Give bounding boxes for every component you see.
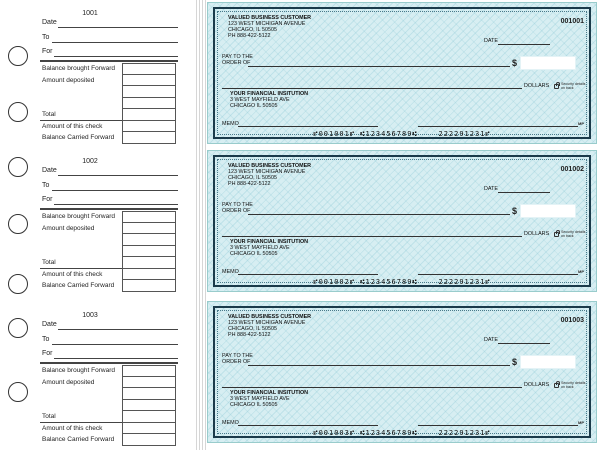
stub-to-line[interactable] xyxy=(52,190,178,191)
stub-date-label: Date xyxy=(42,167,57,174)
stub-to-line[interactable] xyxy=(52,344,178,345)
balance-carried-label: Balance Carried Forward xyxy=(42,282,115,289)
date-line[interactable] xyxy=(498,192,550,193)
amount-deposited-label: Amount deposited xyxy=(42,378,95,386)
check-3 xyxy=(207,301,597,443)
balance-forward-box[interactable] xyxy=(122,365,176,377)
micr-routing: ⑆123456789⑆ xyxy=(360,429,418,437)
pay-to-label: PAY TO THE xyxy=(222,54,253,60)
balance-carried-box[interactable] xyxy=(122,280,176,292)
check-1 xyxy=(207,2,597,144)
date-label: DATE xyxy=(484,186,498,192)
deposit-box[interactable] xyxy=(122,377,176,389)
binder-hole xyxy=(8,157,28,177)
stub-column xyxy=(0,0,200,450)
balance-forward-label: Balance brought Forward xyxy=(42,367,115,374)
binder-hole xyxy=(8,102,28,122)
memo-line[interactable] xyxy=(238,425,378,426)
dollars-label: DOLLARS xyxy=(524,83,550,89)
stub-for-line[interactable] xyxy=(54,56,178,57)
micr-line xyxy=(208,429,596,437)
amount-box[interactable] xyxy=(520,56,576,70)
ledger-divider xyxy=(40,208,178,210)
micr-check-number: ⑈001001⑈ xyxy=(313,130,356,138)
stub-to-line[interactable] xyxy=(52,42,178,43)
amount-check-box[interactable] xyxy=(122,121,176,133)
date-line[interactable] xyxy=(498,343,550,344)
written-amount-line[interactable] xyxy=(222,236,522,237)
total-box[interactable] xyxy=(122,411,176,423)
micr-account: 222291231⑈ xyxy=(438,429,491,437)
binder-hole xyxy=(8,274,28,294)
binder-hole xyxy=(8,318,28,338)
check-stub-3 xyxy=(0,306,200,450)
stub-for-line[interactable] xyxy=(54,204,178,205)
security-note: Security details on back xyxy=(561,381,586,389)
memo-label: MEMO xyxy=(222,121,239,127)
perforation xyxy=(196,0,206,450)
customer-address: 123 WEST MICHIGAN AVENUE xyxy=(228,320,306,326)
payee-line[interactable] xyxy=(248,365,510,366)
total-box[interactable] xyxy=(122,109,176,121)
amount-check-box[interactable] xyxy=(122,269,176,281)
security-note: Security details on back xyxy=(561,82,586,90)
amount-check-label: Amount of this check xyxy=(42,122,103,130)
customer-phone: PH 888-422-5122 xyxy=(228,33,271,39)
binder-hole xyxy=(8,214,28,234)
micr-routing: ⑆123456789⑆ xyxy=(360,130,418,138)
customer-name: VALUED BUSINESS CUSTOMER xyxy=(228,314,312,320)
amount-check-box[interactable] xyxy=(122,423,176,435)
lock-icon xyxy=(554,232,559,237)
mp-mark: MP xyxy=(578,121,584,126)
customer-name: VALUED BUSINESS CUSTOMER xyxy=(228,15,312,21)
deposit-box[interactable] xyxy=(122,86,176,98)
mp-mark: MP xyxy=(578,420,584,425)
stub-number: 1002 xyxy=(82,158,98,165)
check-number: 001002 xyxy=(560,166,584,173)
customer-phone: PH 888-422-5122 xyxy=(228,181,271,187)
signature-line[interactable] xyxy=(418,425,578,426)
customer-address: 123 WEST MICHIGAN AVENUE xyxy=(228,21,306,27)
total-label: Total xyxy=(40,257,122,269)
dollar-sign: $ xyxy=(512,206,518,216)
stub-for-label: For xyxy=(42,196,53,203)
stub-date-line[interactable] xyxy=(58,329,178,330)
amount-deposited-label: Amount deposited xyxy=(42,76,95,84)
stub-ledger xyxy=(40,63,178,144)
written-amount-line[interactable] xyxy=(222,387,522,388)
customer-city: CHICAGO, IL 50505 xyxy=(228,326,277,332)
bank-city: CHICAGO IL 50505 xyxy=(230,251,278,257)
bank-name: YOUR FINANCIAL INSITUTION xyxy=(230,91,309,97)
amount-deposited-label: Amount deposited xyxy=(42,224,95,232)
total-box[interactable] xyxy=(122,257,176,269)
order-of-label: ORDER OF xyxy=(222,208,251,214)
balance-forward-box[interactable] xyxy=(122,63,176,75)
bank-city: CHICAGO IL 50505 xyxy=(230,402,278,408)
stub-date-line[interactable] xyxy=(58,27,178,28)
stub-number: 1001 xyxy=(82,10,98,17)
balance-carried-label: Balance Carried Forward xyxy=(42,436,115,443)
customer-phone: PH 888-422-5122 xyxy=(228,332,271,338)
bank-address: 3 WEST MAYFIELD AVE xyxy=(230,245,290,251)
customer-name: VALUED BUSINESS CUSTOMER xyxy=(228,163,312,169)
payee-line[interactable] xyxy=(248,66,510,67)
deposit-box[interactable] xyxy=(122,400,176,412)
bank-name: YOUR FINANCIAL INSITUTION xyxy=(230,239,309,245)
signature-line[interactable] xyxy=(418,126,578,127)
stub-ledger xyxy=(40,365,178,446)
security-note: Security details on back xyxy=(561,230,586,238)
stub-to-label: To xyxy=(42,182,50,189)
bank-city: CHICAGO IL 50505 xyxy=(230,103,278,109)
stub-to-label: To xyxy=(42,34,50,41)
dollars-label: DOLLARS xyxy=(524,382,550,388)
check-stub-1 xyxy=(0,4,200,152)
mp-mark: MP xyxy=(578,269,584,274)
stub-for-label: For xyxy=(42,350,53,357)
deposit-box[interactable] xyxy=(122,388,176,400)
stub-number: 1003 xyxy=(82,312,98,319)
memo-line[interactable] xyxy=(238,274,378,275)
bank-address: 3 WEST MAYFIELD AVE xyxy=(230,97,290,103)
lock-icon xyxy=(554,84,559,89)
bank-name: YOUR FINANCIAL INSITUTION xyxy=(230,390,309,396)
lock-icon xyxy=(554,383,559,388)
customer-address: 123 WEST MICHIGAN AVENUE xyxy=(228,169,306,175)
order-of-label: ORDER OF xyxy=(222,60,251,66)
memo-label: MEMO xyxy=(222,269,239,275)
micr-line xyxy=(208,278,596,286)
amount-check-label: Amount of this check xyxy=(42,424,103,432)
micr-routing: ⑆123456789⑆ xyxy=(360,278,418,286)
micr-check-number: ⑈001002⑈ xyxy=(313,278,356,286)
memo-line[interactable] xyxy=(238,126,378,127)
payee-line[interactable] xyxy=(248,214,510,215)
ledger-divider xyxy=(40,362,178,364)
stub-date-label: Date xyxy=(42,321,57,328)
customer-city: CHICAGO, IL 50505 xyxy=(228,27,277,33)
stub-for-label: For xyxy=(42,48,53,55)
balance-carried-box[interactable] xyxy=(122,132,176,144)
written-amount-line[interactable] xyxy=(222,88,522,89)
amount-box[interactable] xyxy=(520,355,576,369)
amount-box[interactable] xyxy=(520,204,576,218)
check-2 xyxy=(207,150,597,292)
signature-line[interactable] xyxy=(418,274,578,275)
pay-to-label: PAY TO THE xyxy=(222,353,253,359)
dollar-sign: $ xyxy=(512,58,518,68)
stub-ledger xyxy=(40,211,178,292)
bank-address: 3 WEST MAYFIELD AVE xyxy=(230,396,290,402)
binder-hole xyxy=(8,382,28,402)
deposit-box[interactable] xyxy=(122,246,176,258)
dollars-label: DOLLARS xyxy=(524,231,550,237)
stub-to-label: To xyxy=(42,336,50,343)
micr-line xyxy=(208,130,596,138)
date-line[interactable] xyxy=(498,44,550,45)
date-label: DATE xyxy=(484,38,498,44)
balance-forward-label: Balance brought Forward xyxy=(42,213,115,220)
micr-check-number: ⑈001003⑈ xyxy=(313,429,356,437)
stub-date-label: Date xyxy=(42,19,57,26)
date-label: DATE xyxy=(484,337,498,343)
stub-date-line[interactable] xyxy=(58,175,178,176)
dollar-sign: $ xyxy=(512,357,518,367)
check-number: 001001 xyxy=(560,18,584,25)
balance-carried-label: Balance Carried Forward xyxy=(42,134,115,141)
total-label: Total xyxy=(40,109,122,121)
pay-to-label: PAY TO THE xyxy=(222,202,253,208)
order-of-label: ORDER OF xyxy=(222,359,251,365)
deposit-box[interactable] xyxy=(122,234,176,246)
check-number: 001003 xyxy=(560,317,584,324)
deposit-box[interactable] xyxy=(122,75,176,87)
balance-carried-box[interactable] xyxy=(122,434,176,446)
deposit-box[interactable] xyxy=(122,98,176,110)
binder-hole xyxy=(8,46,28,66)
micr-account: 222291231⑈ xyxy=(438,278,491,286)
balance-forward-box[interactable] xyxy=(122,211,176,223)
memo-label: MEMO xyxy=(222,420,239,426)
balance-forward-label: Balance brought Forward xyxy=(42,65,115,72)
stub-for-line[interactable] xyxy=(54,358,178,359)
check-stub-2 xyxy=(0,152,200,300)
deposit-box[interactable] xyxy=(122,223,176,235)
amount-check-label: Amount of this check xyxy=(42,270,103,278)
ledger-divider xyxy=(40,60,178,62)
total-label: Total xyxy=(40,411,122,423)
customer-city: CHICAGO, IL 50505 xyxy=(228,175,277,181)
micr-account: 222291231⑈ xyxy=(438,130,491,138)
